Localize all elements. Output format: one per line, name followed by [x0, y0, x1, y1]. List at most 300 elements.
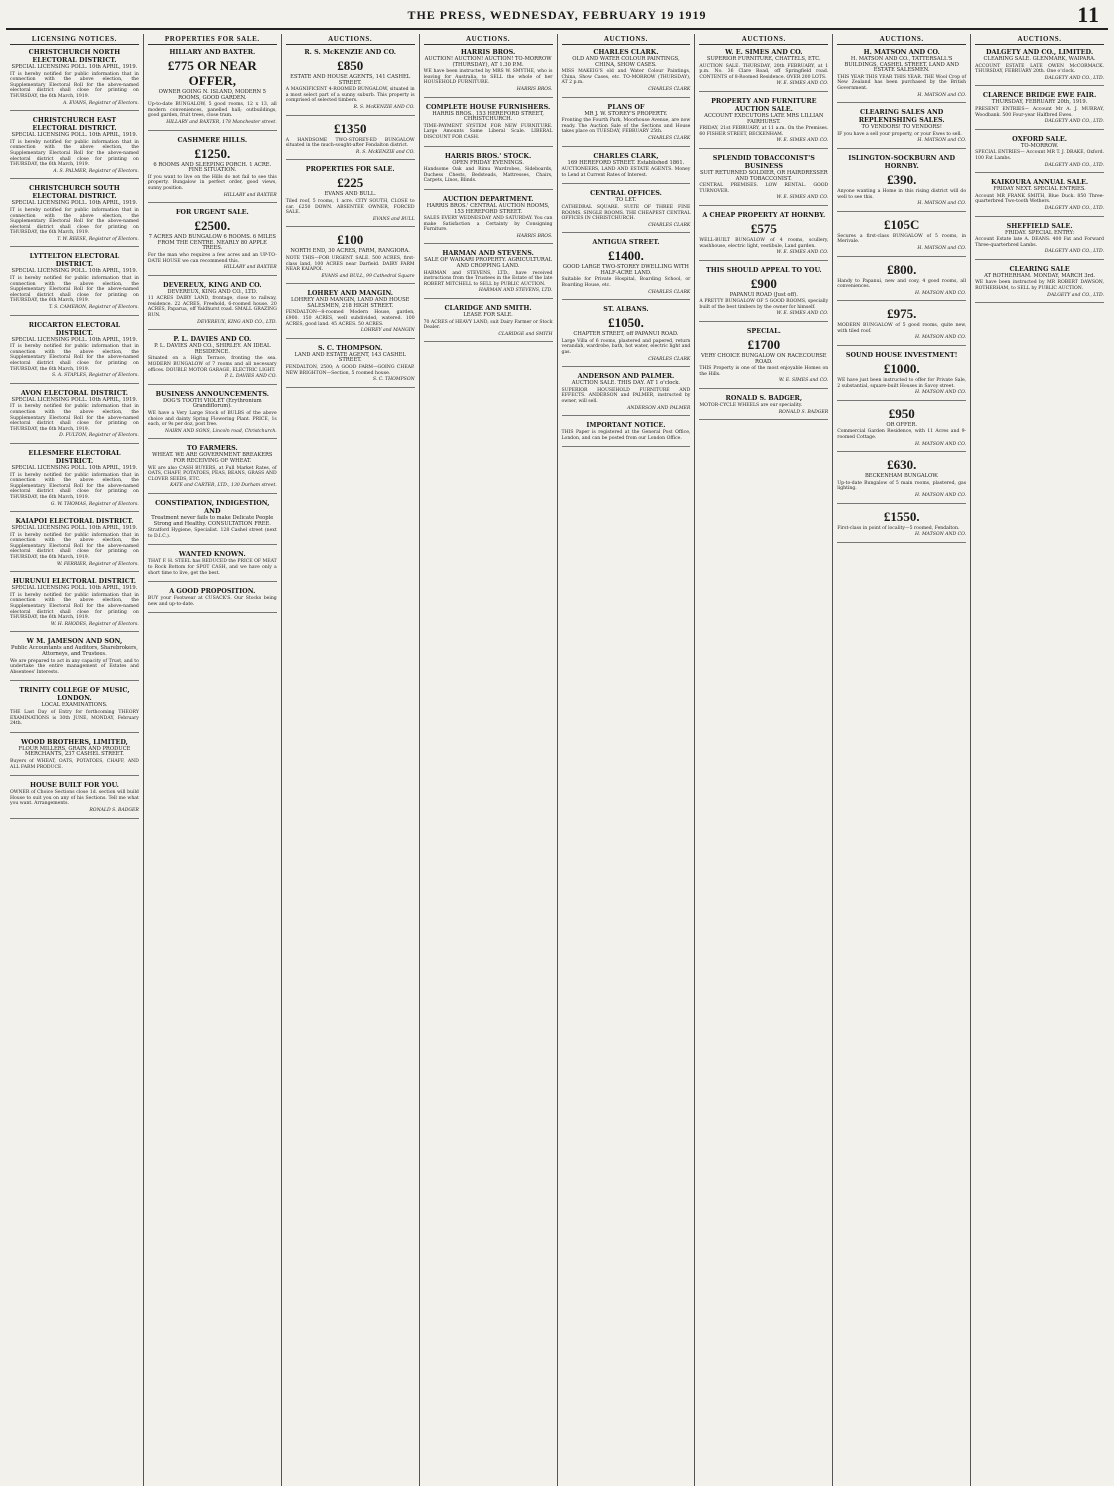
ad-body: AUCTIONEERS, LAND AND ESTATE AGENTS. Money to Lend at Current Rates of Interest.: [561, 167, 691, 178]
ad-heading: BUSINESS ANNOUNCEMENTS.: [155, 389, 269, 398]
ad-price: £575: [750, 220, 777, 236]
ad-body: SALES EVERY WEDNESDAY AND SATURDAY. You can make Satisfaction a Certainty by Consigning Furniture.: [423, 216, 553, 233]
ad-subheading: SPECIAL LICENSING POLL. 10th APRIL, 1919.: [11, 336, 138, 343]
ad-subheading: OWNER GOING N. ISLAND, MODERN 5 ROOMS, GOOD GARDEN.: [158, 89, 266, 101]
ad-heading: CHARLES CLARK.: [593, 48, 659, 56]
ad-heading: S. C. THOMPSON.: [318, 343, 383, 352]
section-heading: AUCTIONS.: [562, 34, 691, 45]
ad-subheading: MR J. W. STOREY'S PROPERTY.: [584, 110, 668, 117]
ad-signature: S. A. STAPLES, Registrar of Electors.: [52, 373, 139, 379]
ad-body: MISS MAKEIG'S old and Water Colour Paintings, China, Show Cases, etc. TO-MORROW (THURSDAY), AT 2 p.m.: [561, 69, 691, 86]
ad-body: THAT F. H. STEEL has REDUCED the PRICE OF MEAT to Rock Bottom for SPOT CASH, and we have only a short time to live, get the best.: [147, 559, 277, 576]
advertisement: [699, 48, 828, 92]
ad-body: IT is hereby notified for public information that in connection with the above election, the Supplementary Electoral Roll for the above-named electoral district shall close for printing on THURSDAY, the 6th March, 1919.: [10, 71, 139, 99]
advertisement: [10, 116, 139, 179]
advertisement: [699, 97, 828, 149]
column-1: [6, 34, 144, 1486]
advertisement: [975, 48, 1104, 86]
ad-heading: W. E. SIMES AND CO.: [725, 48, 803, 56]
ad-price: £1400.: [608, 248, 644, 264]
ad-signature: CHARLES CLARK: [648, 289, 691, 295]
ad-heading: CLEARING SALE: [1009, 264, 1070, 273]
ad-signature: H. MATSON AND CO.: [915, 290, 967, 296]
advertisement: [286, 165, 415, 227]
ad-body: IT is hereby notified for public information that in connection with the above election, the Supplementary Electoral Roll for the above-named electoral district shall close for printing on THURSDAY, the 6th March, 1919.: [10, 207, 139, 236]
ad-subheading: NORTH END, 30 ACRES, FARM, RANGIORA.: [290, 248, 410, 255]
ad-body: Suitable for Private Hospital, Boarding School, or Boarding House, etc.: [561, 277, 691, 289]
advertisement: [562, 421, 691, 447]
ad-body: IT is hereby notified for public information that in connection with the above election, the Supplementary Electoral Roll for the above-named electoral district shall close for printing on THURSDAY, the 6th March, 1919.: [10, 532, 139, 561]
ad-body: SPECIAL ENTRIES— Account MR T. J. DRAKE, Oxford. 100 Fat Lambs.: [975, 150, 1104, 161]
ad-body: MOTOR-CYCLE WHEELS are our speciality.: [699, 403, 803, 409]
advertisement: [286, 121, 415, 161]
ad-price: £1000.: [883, 361, 920, 377]
ad-signature: CHARLES CLARK: [648, 135, 691, 141]
ad-signature: EVANS and BULL: [372, 216, 415, 222]
ad-heading: WOOD BROTHERS, LIMITED,: [20, 737, 128, 746]
ad-signature: CHARLES CLARK: [648, 356, 691, 362]
ad-heading: AVON ELECTORAL DISTRICT.: [20, 388, 128, 397]
advertisement: [562, 305, 691, 367]
column-8: [971, 34, 1108, 1486]
ad-subheading: BECKENHAM BUNGALOW.: [864, 473, 939, 480]
ad-signature: ANDERSON AND PALMER: [627, 405, 691, 411]
section-heading: AUCTIONS.: [699, 34, 828, 45]
ad-body: THIS Paper is registered at the General Post Office, London, and can be posted from our London Office.: [561, 430, 691, 441]
advertisement: [286, 48, 415, 116]
advertisement: [424, 48, 553, 98]
ad-signature: T. S. CAMERON, Registrar of Electors.: [48, 305, 139, 311]
ad-signature: S. C. THOMPSON: [372, 377, 415, 383]
ad-signature: H. MATSON and CO.: [917, 201, 967, 207]
advertisement: [148, 587, 277, 613]
advertisement: [699, 154, 828, 206]
advertisement: [10, 48, 139, 111]
ad-heading: LYTTELTON ELECTORAL DISTRICT.: [29, 252, 120, 269]
advertisement: [837, 48, 966, 103]
ad-signature: CLARIDGE and SMITH: [498, 331, 553, 337]
ad-heading: AUCTION DEPARTMENT.: [442, 194, 534, 203]
ad-heading: CONSTIPATION, INDIGESTION, AND: [155, 498, 270, 515]
advertisement: [148, 390, 277, 440]
ad-body: PRESENT ENTRIES— Account Mr A. J. MURRAY, Woodbank. 500 Four-year Halfbred Ewes.: [975, 106, 1104, 118]
ad-signature: D. FULTON, Registrar of Electors.: [59, 433, 139, 439]
ad-signature: DALGETY AND CO., LTD.: [1044, 205, 1104, 211]
ad-heading: CENTRAL OFFICES.: [590, 189, 662, 198]
ad-subheading: 169 HEREFORD STREET. Established 1861.: [567, 159, 685, 166]
ad-heading: FOR URGENT SALE.: [175, 208, 249, 217]
ad-body: FENDALTON—8-roomed Modern House, garden, £900. 150 ACRES, well subdivided, watered. 100 ACRES, good land. 45 ACRES. 50 ACRES.: [285, 310, 415, 327]
columns: [6, 34, 1108, 1486]
ad-subheading: OR OFFER.: [886, 421, 917, 428]
ad-signature: LOHREY and MANGIN: [360, 328, 415, 334]
ad-signature: HARRIS BROS.: [516, 86, 553, 92]
ad-heading: THIS SHOULD APPEAL TO YOU.: [705, 265, 822, 274]
column-7: [833, 34, 971, 1486]
ad-subheading: CHAPTER STREET, off PAPANUI ROAD.: [573, 331, 679, 338]
ad-body: WELL-BUILT BUNGALOW of 4 rooms, scullery, washhouse, electric light, vestibule, Land garden.: [699, 237, 829, 249]
ad-signature: H. MATSON AND CO.: [915, 493, 967, 498]
ad-subheading: CLEARING SALE. GLENMARK, WAIPARA.: [983, 56, 1096, 62]
advertisement: [10, 637, 139, 681]
ad-heading: CHRISTCHURCH EAST ELECTORAL DISTRICT.: [32, 116, 117, 133]
ad-subheading: FRIDAY. SPECIAL ENTRY:: [1005, 229, 1075, 236]
ad-signature: W. E. SIMES AND CO.: [776, 250, 829, 256]
ad-signature: DALGETY and CO., LTD.: [1047, 292, 1104, 298]
ad-body: IT is hereby notified for public information that in connection with the above election, the Supplementary Electoral Roll for the above-named electoral district shall close for printing on THURSDAY, the 6th March, 1919.: [10, 472, 139, 500]
ad-subheading: TO LET.: [615, 197, 637, 204]
ad-price: £775 OR NEAR OFFER,: [167, 58, 257, 88]
ad-subheading: SPECIAL LICENSING POLL. 10th APRIL, 1919.: [11, 464, 138, 471]
ad-subheading: LOHREY AND MANGIN, LAND AND HOUSE SALESMEN, 218 HIGH STREET.: [290, 297, 410, 309]
ad-signature: CHARLES CLARK: [648, 86, 691, 92]
ad-price: £1700: [747, 337, 781, 353]
ad-body: 11 ACRES DAIRY LAND, frontage, close to railway, residence. 22 ACRES, Freehold, 6-roomed house. 20 ACRES, Paparua, off Yaldhurst road. SMALL GRAZING RUN.: [147, 296, 277, 319]
ad-body: Up-to-date Bungalow of 5 main rooms, plastered, gas lighting.: [837, 480, 967, 492]
advertisement: [837, 154, 966, 212]
ad-body: IT is hereby notified for public information that in connection with the above election, the Supplementary Electoral Roll for the above-named electoral district shall close for printing on THURSDAY, the 6th March, 1919.: [10, 592, 139, 621]
ad-signature: H. MATSON AND CO.: [915, 335, 967, 341]
ad-body: Commercial Garden Residence, with 11 Acres and 9-roomed Cottage.: [837, 429, 967, 441]
ad-subheading: SPECIAL LICENSING POLL. 10th APRIL, 1919.: [11, 396, 138, 403]
advertisement: [562, 103, 691, 147]
advertisement: [10, 389, 139, 444]
ad-signature: HILLARY and BAXTER: [223, 192, 277, 198]
section-heading: AUCTIONS.: [286, 34, 415, 45]
ad-signature: RONALD S. BADGER: [778, 409, 829, 415]
ad-body: MODERN BUNGALOW of 5 good rooms, quite new, with tiled roof.: [837, 323, 967, 334]
advertisement: [975, 178, 1104, 216]
advertisement: [148, 550, 277, 582]
ad-subheading: TO VENDORS! TO VENDORS!: [861, 124, 942, 131]
ad-heading: ISLINGTON-SOCKBURN AND HORNBY.: [848, 153, 956, 170]
advertisement: [148, 136, 277, 204]
ad-body: SUPERIOR HOUSEHOLD FURNITURE AND EFFECTS. ANDERSON and PALMER, instructed by owner, will sell.: [561, 387, 691, 404]
ad-body: Up-to-date BUNGALOW, 5 good rooms, 12 x 13, all modern conveniences, panelled hall; outbuildings, good garden, fruit trees, close tram.: [147, 102, 277, 119]
ad-heading: LOHREY AND MANGIN.: [307, 289, 393, 298]
ad-heading: ELLESMERE ELECTORAL DISTRICT.: [28, 448, 121, 465]
ad-heading: ST. ALBANS.: [603, 305, 649, 314]
ad-subheading: SALE OF WAIKARI PROPERTY. AGRICULTURAL AND CROPPING LAND.: [424, 257, 553, 270]
ad-body: AUCTION SALE. THURSDAY, 20th FEBRUARY, at 1 p.m. No. 36 Clare Road, off Springfield road. CONTENTS of 8-Roomed Residence. OVER 200 LOTS.: [699, 63, 829, 80]
advertisement: [699, 211, 828, 261]
ad-price: £2500.: [194, 218, 231, 234]
ad-body: Situated on a High Terrace, fronting the sea. MODERN BUNGALOW of 7 rooms and all necessary offices. DOUBLE MOTOR GARAGE, ELECTRIC LIGHT.: [147, 356, 277, 373]
advertisement: [837, 262, 966, 302]
ad-heading: TO FARMERS.: [186, 444, 238, 453]
advertisement: [10, 449, 139, 512]
advertisement: [975, 91, 1104, 129]
ad-body: Secures a first-class BUNGALOW of 5 rooms, in Merivale.: [837, 233, 967, 245]
ad-body: WE have a Very Large Stock of BULBS of the above choice and dainty Spring Flowering Plant. PRICE, 1s each, or 9s per doz, post free.: [147, 411, 277, 428]
ad-body: TIME-PAYMENT SYSTEM FOR NEW FURNITURE. Large Amounts Same Liberal Scale. LIBERAL DISCOUNT FOR CASH.: [423, 123, 553, 140]
ad-body: IT is hereby notified for public information that in connection with the above election, the Supplementary Electoral Roll for the above-named electoral district shall close for printing on THURSDAY, the 6th March, 1919.: [10, 404, 139, 432]
ad-heading: TRINITY COLLEGE OF MUSIC, LONDON.: [19, 686, 130, 703]
ad-signature: R. S. McKENZIE AND CO.: [353, 104, 415, 110]
ad-body: THIS YEAR THIS YEAR THIS YEAR. THE Wool Crop of New Zealand has been purchased by the British Government.: [837, 74, 967, 91]
advertisement: [699, 266, 828, 322]
ad-signature: W. E. SIMES AND CO.: [776, 81, 829, 87]
ad-body: Large Villa of 6 rooms, plastered and papered, return verandah, wardrobe, bath, hot water, electric light and gas.: [561, 338, 691, 356]
section-heading: PROPERTIES FOR SALE.: [148, 34, 277, 45]
ad-subheading: SPECIAL LICENSING POLL. 10th APRIL, 1919.: [11, 132, 138, 139]
ad-body: IT is hereby notified for public information that in connection with the above election, the Supplementary Electoral Roll for the above-named electoral district shall close for printing on THURSDAY, the 6th March, 1919.: [10, 139, 139, 168]
ad-signature: A. EVANS, Registrar of Electors.: [62, 100, 139, 106]
ad-signature: W. FERRIER, Registrar of Electors.: [56, 561, 139, 567]
ad-heading: HARMAN AND STEVENS.: [442, 249, 534, 258]
ad-body: WE have just been instructed to offer for Private Sale, 2 substantial, square-built Houses in Savoy street.: [837, 378, 967, 389]
advertisement: [286, 344, 415, 388]
ad-heading: HURUNUI ELECTORAL DISTRICT.: [12, 577, 137, 586]
ad-subheading: SPECIAL LICENSING POLL. 10th APRIL, 1919.: [11, 525, 138, 532]
advertisement: [10, 738, 139, 776]
ad-body: Account Estate late A. DEANS. 400 Fat and Forward Three-quarterbred Lambs.: [975, 237, 1104, 248]
ad-price: £1550.: [883, 508, 920, 524]
advertisement: [699, 394, 828, 420]
ad-subheading: LAND AND ESTATE AGENT, 143 CASHEL STREET.: [294, 351, 406, 364]
ad-signature: H. MATSON AND CO.: [915, 441, 967, 447]
ad-signature: HARMAN AND STEVENS, LTD.: [478, 288, 553, 294]
advertisement: [837, 351, 966, 401]
advertisement: [562, 372, 691, 416]
ad-subheading: DEVEREUX, KING AND CO., LTD.: [167, 288, 258, 295]
ad-heading: CLARENCE BRIDGE EWE FAIR.: [982, 91, 1097, 100]
ad-subheading: AUCTION SALE. THIS DAY. AT 1 o'clock.: [571, 380, 681, 387]
ad-price: £800.: [887, 261, 917, 277]
advertisement: [10, 577, 139, 632]
ad-signature: W. E. SIMES AND CO.: [776, 311, 829, 317]
ad-subheading: FLOUR MILLERS, GRAIN AND PRODUCE MERCHANTS, 237 CASHEL STREET.: [18, 745, 131, 758]
column-5: [558, 34, 696, 1486]
ad-heading: H. MATSON AND CO.: [863, 48, 940, 56]
ad-subheading: Public Accountants and Auditors, Sharebrokers, Attorneys, and Trustees.: [10, 645, 138, 657]
advertisement: [148, 499, 277, 545]
ad-heading: IMPORTANT NOTICE.: [586, 421, 666, 430]
ad-body: WE are also CASH BUYERS, at Full Market Rates, of OATS, CHAFF, POTATOES, PEAS, BEANS, GRASS AND CLOVER SEEDS, ETC.: [147, 465, 277, 482]
advertisement: [975, 222, 1104, 260]
advertisement: [975, 135, 1104, 173]
ad-heading: RICCARTON ELECTORAL DISTRICT.: [28, 320, 121, 337]
advertisement: [837, 406, 966, 452]
ad-body: FRIDAY, 21st FEBRUARY, at 11 a.m. On the Premises. 60 FISHER STREET, BECKENHAM.: [699, 126, 829, 137]
ad-signature: KATE and CARTER, LTD., 130 Durham street.: [170, 483, 277, 489]
ad-signature: H. MATSON and CO.: [917, 138, 967, 144]
ad-subheading: Treatment never fails to make Delicate People Strong and Healthy. CONSULTATION FREE.: [151, 514, 274, 527]
advertisement: [562, 152, 691, 185]
ad-heading: A CHEAP PROPERTY AT HORNBY.: [702, 210, 826, 219]
ad-heading: SPECIAL.: [746, 327, 781, 336]
ad-signature: NAIRN AND SONS, Lincoln road, Christchurch.: [165, 428, 277, 434]
ad-subheading: HARRIS BROS.' CENTRAL AUCTION ROOMS, 153 HEREFORD STREET.: [426, 202, 550, 215]
ad-heading: PROPERTIES FOR SALE.: [305, 165, 395, 174]
ad-signature: A. S. PALMER, Registrar of Electors.: [53, 168, 139, 174]
ad-signature: DALGETY AND CO., LTD.: [1044, 162, 1104, 168]
page-number: 11: [1077, 2, 1100, 27]
ad-signature: H. MATSON AND CO.: [915, 532, 967, 538]
ad-body: THE Last Day of Entry for forthcoming THEORY EXAMINATIONS is 30th JUNE, MONDAY, February 24th.: [10, 709, 139, 727]
ad-heading: WANTED KNOWN.: [178, 550, 246, 559]
ad-heading: A GOOD PROPOSITION.: [169, 587, 256, 596]
ad-price: £950: [888, 405, 915, 421]
ad-heading: RONALD S. BADGER,: [725, 394, 803, 403]
ad-subheading: AT ROTHERHAM. MONDAY, MARCH 3rd.: [984, 272, 1096, 279]
column-2: [144, 34, 282, 1486]
ad-signature: W. E. SIMES and CO.: [778, 378, 829, 384]
ad-subheading: EVANS AND BULL.: [324, 191, 376, 198]
ad-signature: HILLARY and BAXTER, 178 Manchester street.: [166, 119, 277, 125]
ad-signature: W. H. RHODES, Registrar of Electors.: [50, 621, 139, 627]
ad-body: Handy to Papanui, new and cosy, 4 good rooms, all conveniences.: [837, 278, 967, 290]
ad-subheading: H. MATSON AND CO., TATTERSALL'S BUILDINGS, CASHEL STREET. LAND AND ESTATE SALESMEN.: [844, 56, 959, 74]
ad-price: £630.: [887, 457, 917, 473]
section-heading: AUCTIONS.: [837, 34, 966, 45]
ad-signature: H. MATSON and CO.: [917, 92, 967, 98]
ad-signature: W. E. SIMES AND CO.: [776, 195, 829, 201]
ad-body: Account MR FRANK SMITH, Blue Duck. 850 Three-quarterbred Two-tooth Wethers.: [975, 193, 1104, 205]
ad-heading: PROPERTY AND FURNITURE AUCTION SALE.: [711, 96, 817, 113]
ad-subheading: THURSDAY, FEBRUARY 20th, 1919.: [991, 99, 1088, 106]
ad-body: Stratford Hygiene, Specialist. 128 Cashel street (next to D.I.C.).: [147, 528, 277, 539]
ad-price: £850: [337, 58, 364, 73]
ad-body: CENTRAL PREMISES. LOW RENTAL. GOOD TURNOVER.: [699, 183, 829, 194]
advertisement: [148, 281, 277, 331]
advertisement: [424, 304, 553, 342]
ad-heading: P. L. DAVIES AND CO.: [173, 335, 252, 344]
ad-subheading: LEASE FOR SALE.: [463, 312, 513, 319]
ad-heading: ANTIGUA STREET.: [592, 238, 660, 247]
ad-heading: CASHMERE HILLS.: [177, 135, 248, 144]
advertisement: [837, 509, 966, 543]
ad-body: IF you have a sell your property, or your Ewes to sell.: [837, 131, 962, 137]
ad-body: Anyone wanting a Home in this rising district will do well to see this.: [837, 188, 967, 200]
ad-subheading: GOOD LARGE TWO-STOREY DWELLING WITH HALF-ACRE LAND.: [562, 264, 689, 276]
ad-heading: SPLENDID TOBACCONIST'S BUSINESS: [712, 153, 815, 170]
ad-price: £975.: [887, 306, 917, 322]
ad-subheading: VERY CHOICE BUNGALOW ON RACECOURSE ROAD.: [701, 353, 827, 365]
ad-price: £105C: [883, 216, 920, 232]
ad-signature: H. MATSON and CO.: [917, 245, 967, 251]
advertisement: [837, 457, 966, 503]
section-heading: AUCTIONS.: [424, 34, 553, 45]
advertisement: [562, 48, 691, 98]
advertisement: [424, 195, 553, 245]
ad-heading: DALGETY AND CO., LIMITED.: [986, 48, 1094, 56]
ad-body: CATHEDRAL SQUARE. SUITE OF THREE FINE ROOMS. SINGLE ROOMS. THE CHEAPEST CENTRAL OFFICES IN CHRISTCHURCH.: [561, 204, 691, 222]
ad-heading: CLARIDGE AND SMITH.: [444, 304, 532, 313]
ad-subheading: HARRIS BROS., 153 HEREFORD STREET, CHRISTCHURCH.: [432, 110, 544, 123]
ad-heading: COMPLETE HOUSE FURNISHERS.: [425, 102, 551, 111]
ad-body: NOTE THIS—FOR URGENT SALE. 500 ACRES, first-class land, 100 ACRES near Darfield. DAIRY FARM NEAR KAIAPOI.: [285, 255, 415, 273]
ad-subheading: AUCTION! AUCTION! AUCTION! TO-MORROW (THURSDAY), AT 1.30 P.M.: [424, 56, 552, 68]
ad-subheading: SUPERIOR FURNITURE, CHATTELS, ETC.: [706, 56, 821, 62]
ad-heading: CHARLES CLARK,: [593, 151, 659, 160]
ad-heading: OXFORD SALE.: [1012, 134, 1067, 143]
ad-heading: SOUND HOUSE INVESTMENT!: [845, 351, 958, 360]
ad-price: £900: [750, 275, 777, 291]
ad-signature: HILLARY and BAXTER: [223, 265, 277, 271]
ad-heading: KAIAPOI ELECTORAL DISTRICT.: [15, 517, 134, 526]
ad-body: WE have been instructed by MR ROBERT DAWSON, ROTHERHAM, to SELL by PUBLIC AUCTION.: [975, 280, 1104, 292]
ad-heading: HOUSE BUILT FOR YOU.: [30, 781, 119, 790]
ad-signature: G. W. THOMAS, Registrar of Electors.: [50, 501, 139, 507]
ad-signature: HARRIS BROS.: [516, 233, 553, 239]
ad-subheading: ESTATE AND HOUSE AGENTS, 141 CASHEL STREET.: [290, 74, 411, 86]
ad-price: £100: [337, 232, 364, 248]
advertisement: [10, 184, 139, 247]
ad-body: THIS Property is one of the most enjoyable Homes on the Hills.: [699, 366, 829, 377]
advertisement: [837, 306, 966, 346]
ad-body: FENDALTON, 2500; A GOOD FARM—GOING CHEAP. NEW BRIGHTON—Section, 5 roomed house.: [285, 365, 415, 376]
ad-body: Buyers of WHEAT, OATS, POTATOES, CHAFF, AND ALL FARM PRODUCE.: [10, 758, 139, 770]
ad-body: HARMAN and STEVENS, LTD., have received instructions from the Trustees in the Estate of the late ROBERT MITCHELL to SELL by PUBLIC AUCTION.: [423, 270, 553, 287]
ad-signature: DEVEREUX, KING AND CO., LTD.: [197, 319, 277, 325]
ad-subheading: OPEN FRIDAY EVENINGS.: [452, 159, 524, 166]
advertisement: [286, 232, 415, 284]
ad-heading: R. S. McKENZIE AND CO.: [304, 48, 397, 56]
ad-signature: R. S. McKENZIE and CO.: [355, 149, 415, 155]
ad-heading: W M. JAMESON AND SON,: [26, 637, 123, 646]
ad-signature: DALGETY AND CO., LTD.: [1044, 249, 1104, 255]
ad-price: £1350: [333, 120, 367, 136]
ad-body: WE have been instructed by MRS W. SMYTHE, who is leaving for Australia, to SELL the whole of her HOUSEHOLD FURNITURE.: [423, 69, 553, 86]
ad-heading: CLEARING SALES AND REPLENISHING SALES.: [858, 108, 945, 125]
ad-body: IT is hereby notified for public information that in connection with the above election, the Supplementary Electoral Roll for the above-named electoral district shall close for printing on THURSDAY, the 6th March, 1919.: [10, 344, 139, 372]
advertisement: [148, 335, 277, 385]
ad-body: 70 ACRES of HEAVY LAND, suit Dairy Farmer or Stock Dealer.: [423, 319, 553, 331]
ad-body: Handsome Oak and Rimu Wardrobes, Sideboards, Duchess Chests, Bedsteads, Mattresses, Chairs, Carpets, Linos, Blinds.: [423, 167, 553, 184]
ad-subheading: WHEAT. WE ARE GOVERNMENT BREAKERS FOR RECEIVING OF WHEAT.: [152, 452, 273, 464]
advertisement: [975, 265, 1104, 303]
ad-heading: CHRISTCHURCH NORTH ELECTORAL DISTRICT.: [28, 48, 121, 64]
ad-heading: CHRISTCHURCH SOUTH ELECTORAL DISTRICT.: [29, 184, 120, 201]
ad-subheading: SPECIAL LICENSING POLL. 10th APRIL, 1919.: [11, 64, 138, 70]
ad-heading: HARRIS BROS.: [460, 48, 516, 56]
ad-subheading: DOG'S TOOTH VIOLET (Erythronium Grandiflorum).: [162, 397, 262, 410]
advertisement: [699, 327, 828, 389]
ad-subheading: SPECIAL LICENSING POLL. 10th APRIL, 1919.: [11, 200, 138, 207]
masthead: [6, 2, 1108, 30]
ad-price: £1250.: [194, 145, 231, 161]
ad-heading: HILLARY AND BAXTER.: [169, 48, 256, 56]
ad-body: A PRETTY BUNGALOW OF 5 GOOD ROOMS, specially built of the best timbers by the owner for himself.: [699, 299, 829, 310]
ad-heading: KAIKOURA ANNUAL SALE.: [991, 178, 1089, 187]
ad-price: £225: [337, 175, 364, 191]
ad-body: First-class in point of locality—5 roomed, Fendalton.: [837, 525, 960, 531]
advertisement: [148, 208, 277, 276]
advertisement: [837, 108, 966, 149]
advertisement: [10, 321, 139, 384]
ad-body: ACCOUNT ESTATE LATE OWEN McCORMACK. THURSDAY, FEBRUARY 20th. One o'clock.: [975, 63, 1104, 75]
masthead-title: THE PRESS, WEDNESDAY, FEBRUARY 19 1919: [407, 7, 707, 22]
advertisement: [148, 444, 277, 494]
advertisement: [562, 238, 691, 300]
advertisement: [424, 152, 553, 190]
ad-signature: P. L. DAVIES AND CO.: [224, 374, 277, 380]
ad-price: £1050.: [608, 315, 644, 331]
advertisement: [148, 48, 277, 131]
ad-subheading: PAPANUI ROAD (Just off).: [729, 291, 798, 298]
advertisement: [424, 249, 553, 299]
ad-body: IT is hereby notified for public information that in connection with the above election, the Supplementary Electoral Roll for the above-named electoral district shall close for printing on THURSDAY, the 6th March, 1919.: [10, 276, 139, 304]
ad-price: £390.: [887, 171, 917, 187]
ad-subheading: ACCOUNT EXECUTORS LATE MRS LILLIAN FAIRHURST.: [704, 112, 824, 125]
ad-body: OWNER of Choice Sections close 1d. section will build House to suit you on any of his Sections. Tell me what you want. Arrangements.: [10, 790, 139, 807]
ad-body: BUY your Footwear at CUSACK'S. Our Stocks being new and up-to-date.: [147, 596, 277, 607]
ad-body: For the man who requires a few acres and an UP-TO-DATE HOUSE we can recommend this.: [147, 252, 277, 264]
advertisement: [837, 217, 966, 257]
column-6: [695, 34, 833, 1486]
ad-subheading: SUIT RETURNED SOLDIER, OR HAIRDRESSER AND TOBACCONIST.: [699, 169, 828, 182]
